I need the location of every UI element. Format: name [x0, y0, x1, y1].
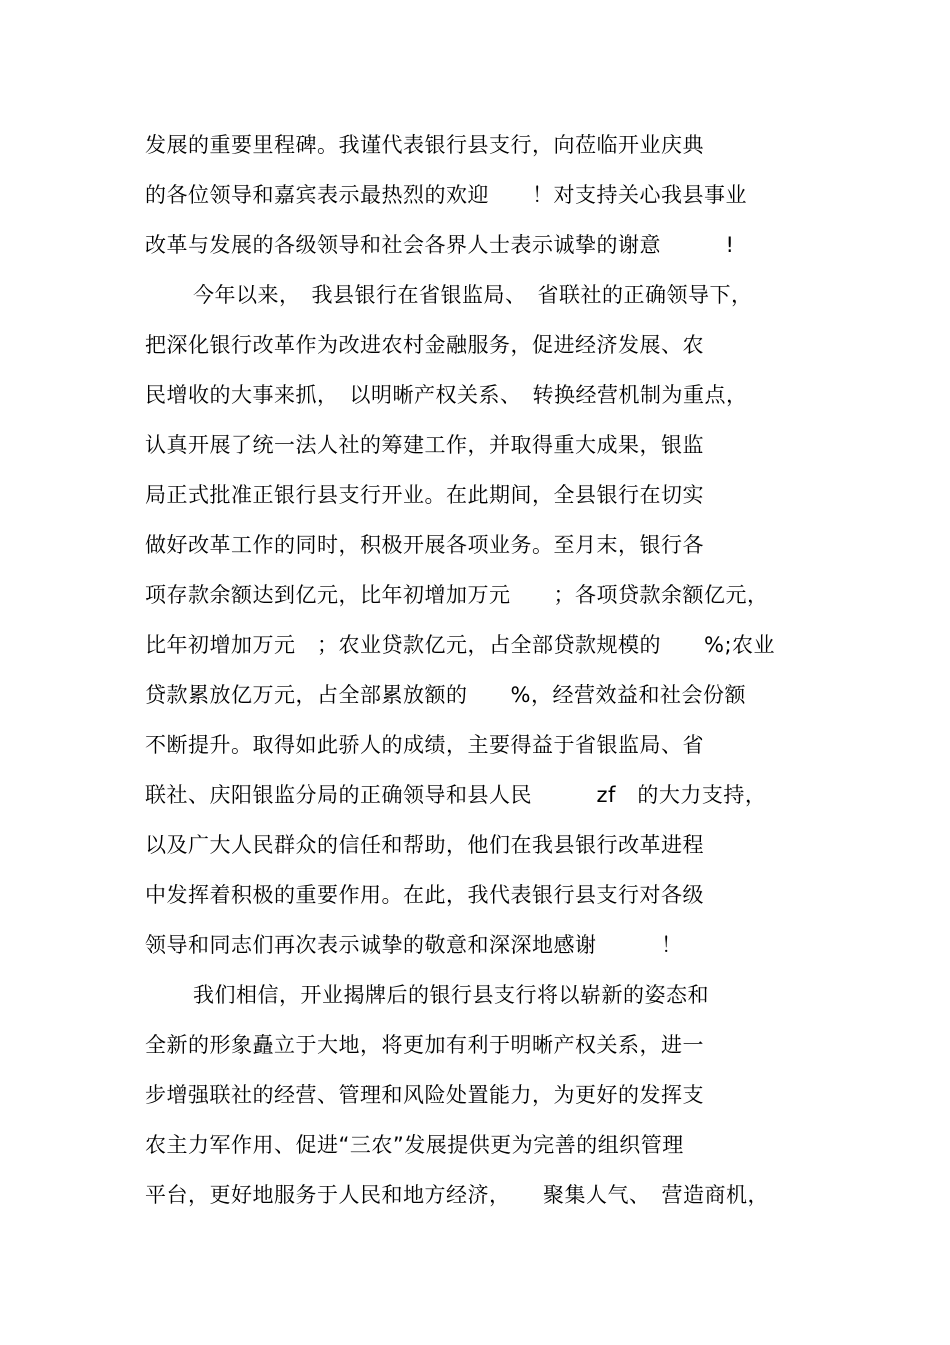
text-line: 认真开展了统一法人社的筹建工作，并取得重大成果，银监: [145, 433, 704, 457]
text-line: 不断提升。取得如此骄人的成绩，主要得益于省银监局、省: [145, 733, 704, 757]
text-line: 的各位领导和嘉宾表示最热烈的欢迎 ！对支持关心我县事业: [145, 183, 747, 207]
text-line: 做好改革工作的同时，积极开展各项业务。至月末，银行各: [145, 533, 704, 557]
text-line: 农主力军作用、促进“三农”发展提供更为完善的组织管理: [145, 1133, 684, 1157]
text-line: 领导和同志们再次表示诚挚的敬意和深深地感谢 ！: [145, 933, 683, 957]
text-line: 民增收的大事来抓， 以明晰产权关系、 转换经营机制为重点，: [145, 383, 748, 407]
text-line: 项存款余额达到亿元，比年初增加万元 ；各项贷款余额亿元，: [145, 583, 769, 607]
text-line: 贷款累放亿万元，占全部累放额的 %，经营效益和社会份额: [145, 683, 746, 707]
text-line: 步增强联社的经营、管理和风险处置能力，为更好的发挥支: [145, 1083, 704, 1107]
text-line: 比年初增加万元 ；农业贷款亿元，占全部贷款规模的 %;农业: [145, 633, 776, 657]
text-line: 平台，更好地服务于人民和地方经济， 聚集人气、 营造商机，: [145, 1183, 769, 1207]
paragraph-3: [145, 970, 825, 1220]
text-line: 中发挥着积极的重要作用。在此，我代表银行县支行对各级: [145, 883, 704, 907]
text-line: 今年以来， 我县银行在省银监局、 省联社的正确领导下，: [193, 283, 753, 307]
text-line: 以及广大人民群众的信任和帮助，他们在我县银行改革进程: [145, 833, 704, 857]
document-body: [145, 120, 825, 1220]
text-line: 发展的重要里程碑。我谨代表银行县支行，向莅临开业庆典: [145, 133, 704, 157]
text-line: 把深化银行改革作为改进农村金融服务，促进经济发展、农: [145, 333, 704, 357]
paragraph-2: [145, 270, 825, 970]
text-line: 我们相信，开业揭牌后的银行县支行将以崭新的姿态和: [193, 983, 709, 1007]
text-line: 改革与发展的各级领导和社会各界人士表示诚挚的谢意 !: [145, 233, 735, 257]
text-line: 局正式批准正银行县支行开业。在此期间，全县银行在切实: [145, 483, 704, 507]
text-line: 全新的形象矗立于大地，将更加有利于明晰产权关系，进一: [145, 1033, 704, 1057]
paragraph-1: [145, 120, 825, 270]
text-line: 联社、庆阳银监分局的正确领导和县人民 zf 的大力支持，: [145, 783, 767, 807]
